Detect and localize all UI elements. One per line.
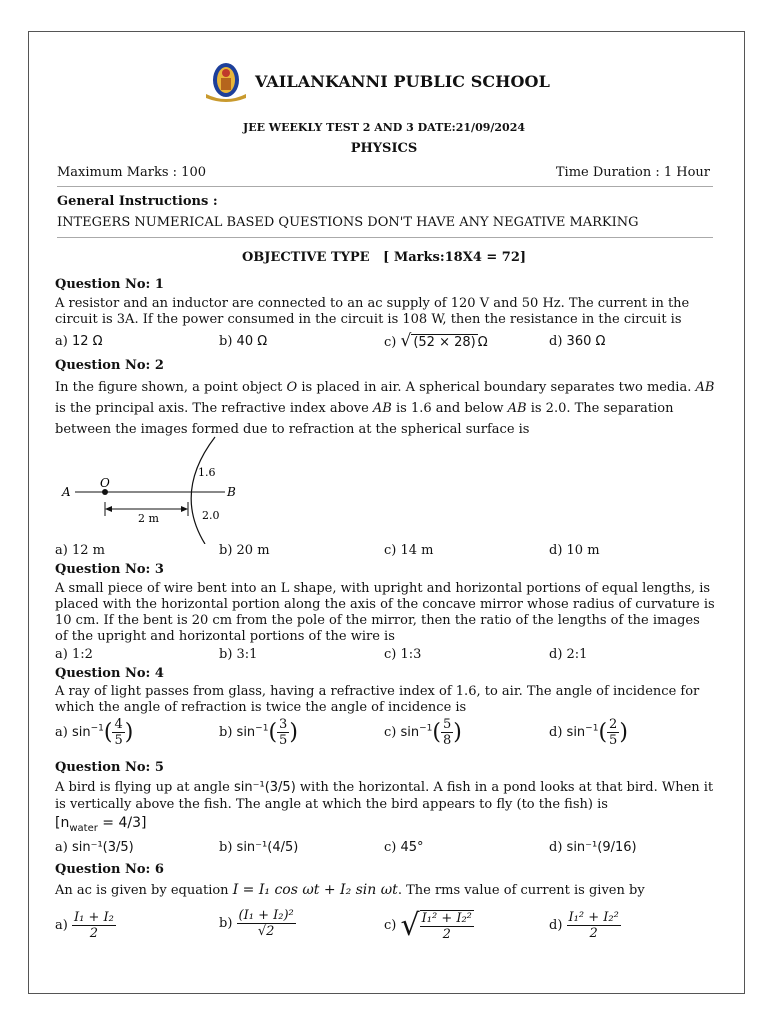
figure-label-lower-index: 2.0	[202, 509, 220, 522]
option-d[interactable]: d) 10 m	[549, 543, 600, 558]
divider	[57, 237, 713, 238]
subject-title: PHYSICS	[350, 141, 418, 156]
figure-label-a: A	[62, 485, 71, 499]
divider	[57, 186, 713, 187]
option-a[interactable]: a) 1:2	[55, 647, 93, 662]
option-c[interactable]: c) √ $\frac{\text{I₁² + I₂²}}{2}$	[384, 908, 472, 943]
time-duration: Time Duration : 1 Hour	[555, 165, 710, 180]
figure-label-o: O	[100, 476, 110, 490]
option-c[interactable]: c) $\sin^{-1}$( $\frac{5}{8}$ )	[384, 717, 462, 748]
question-heading: Question No: 4	[55, 666, 164, 681]
question-text: A ray of light passes from glass, having a refractive index of 1.6, to air. The angle of incidence for which the angle of refraction is twice the angle of incidence is	[55, 684, 700, 715]
max-marks: Maximum Marks : 100	[57, 165, 206, 180]
option-a[interactable]: a) 12 m	[55, 543, 105, 558]
refraction-figure	[55, 432, 255, 544]
option-a[interactable]: a) 12 Ω	[55, 334, 103, 349]
question-text: A bird is flying up at angle sin⁻¹(3/5) with the horizontal. A fish in a pond looks at that bird. When it is vertically above the fish. The angle at which the bird appears to fly (to the fish) is	[55, 780, 714, 812]
option-b[interactable]: b) $\frac{\text{(I₁ + I₂)²}}{√2}$	[219, 908, 294, 939]
figure-label-distance: 2 m	[138, 512, 159, 525]
given-refractive-index: $[n_{water} = 4/3]$	[55, 815, 147, 834]
question-heading: Question No: 5	[55, 760, 164, 775]
question-heading: Question No: 6	[55, 862, 164, 877]
option-c[interactable]: c) 14 m	[384, 543, 434, 558]
figure-label-upper-index: 1.6	[198, 466, 216, 479]
option-c[interactable]: c) 45°	[384, 840, 424, 855]
option-b[interactable]: b) 20 m	[219, 543, 270, 558]
question-text: An ac is given by equation I = I₁ cos ωt + I₂ sin ωt. The rms value of current is given by	[55, 882, 645, 898]
question-heading: Question No: 1	[55, 277, 164, 292]
instructions-text: INTEGERS NUMERICAL BASED QUESTIONS DON'T HAVE ANY NEGATIVE MARKING	[57, 215, 639, 230]
question-text: In the figure shown, a point object O is placed in air. A spherical boundary separates two media. AB is the principal axis. The refractive index above AB is 1.6 and below AB is 2.0. The separation between the images formed due to refraction at the spherical surface is	[55, 380, 715, 437]
option-b[interactable]: b) 40 Ω	[219, 334, 268, 349]
option-b[interactable]: b) 3:1	[219, 647, 258, 662]
option-d[interactable]: d) 360 Ω	[549, 334, 606, 349]
test-title: JEE WEEKLY TEST 2 AND 3 DATE:21/09/2024	[242, 121, 526, 134]
question-heading: Question No: 2	[55, 358, 164, 373]
option-a[interactable]: a) sin⁻¹(3/5)	[55, 840, 134, 855]
option-d[interactable]: d) $\sin^{-1}$( $\frac{2}{5}$ )	[549, 717, 628, 748]
question-text: A resistor and an inductor are connected to an ac supply of 120 V and 50 Hz. The current in the circuit is 3A. If the power consumed in the circuit is 108 W, then the resistance in the circuit is	[55, 296, 690, 327]
option-b[interactable]: b) sin⁻¹(4/5)	[219, 840, 299, 855]
option-a[interactable]: a) $\frac{\text{I₁ + I₂}}{2}$	[55, 910, 114, 941]
section-title: OBJECTIVE TYPE [ Marks:18X4 = 72]	[241, 250, 527, 265]
option-a[interactable]: a) $\sin^{-1}$( $\frac{4}{5}$ )	[55, 717, 134, 748]
option-c[interactable]: c) 1:3	[384, 647, 422, 662]
instructions-heading: General Instructions :	[57, 194, 218, 209]
option-b[interactable]: b) $\sin^{-1}$( $\frac{3}{5}$ )	[219, 717, 298, 748]
option-c[interactable]: c) √ (52 × 28) Ω	[384, 331, 488, 351]
option-d[interactable]: d) $\frac{\text{I₁² + I₂²}}{2}$	[549, 910, 619, 941]
school-logo	[202, 60, 250, 104]
figure-label-b: B	[227, 485, 236, 499]
school-name: VAILANKANNI PUBLIC SCHOOL	[255, 72, 550, 91]
option-d[interactable]: d) 2:1	[549, 647, 588, 662]
option-d[interactable]: d) sin⁻¹(9/16)	[549, 840, 637, 855]
question-text: A small piece of wire bent into an L shape, with upright and horizontal portions of equal lengths, is placed with the horizontal portion along the axis of the concave mirror whose radius of curvature is 10 cm. If the bent is 20 cm from the pole of the mirror, then the ratio of the lengths of the images of the upright and horizontal portions of the wire is	[55, 581, 715, 644]
question-heading: Question No: 3	[55, 562, 164, 577]
